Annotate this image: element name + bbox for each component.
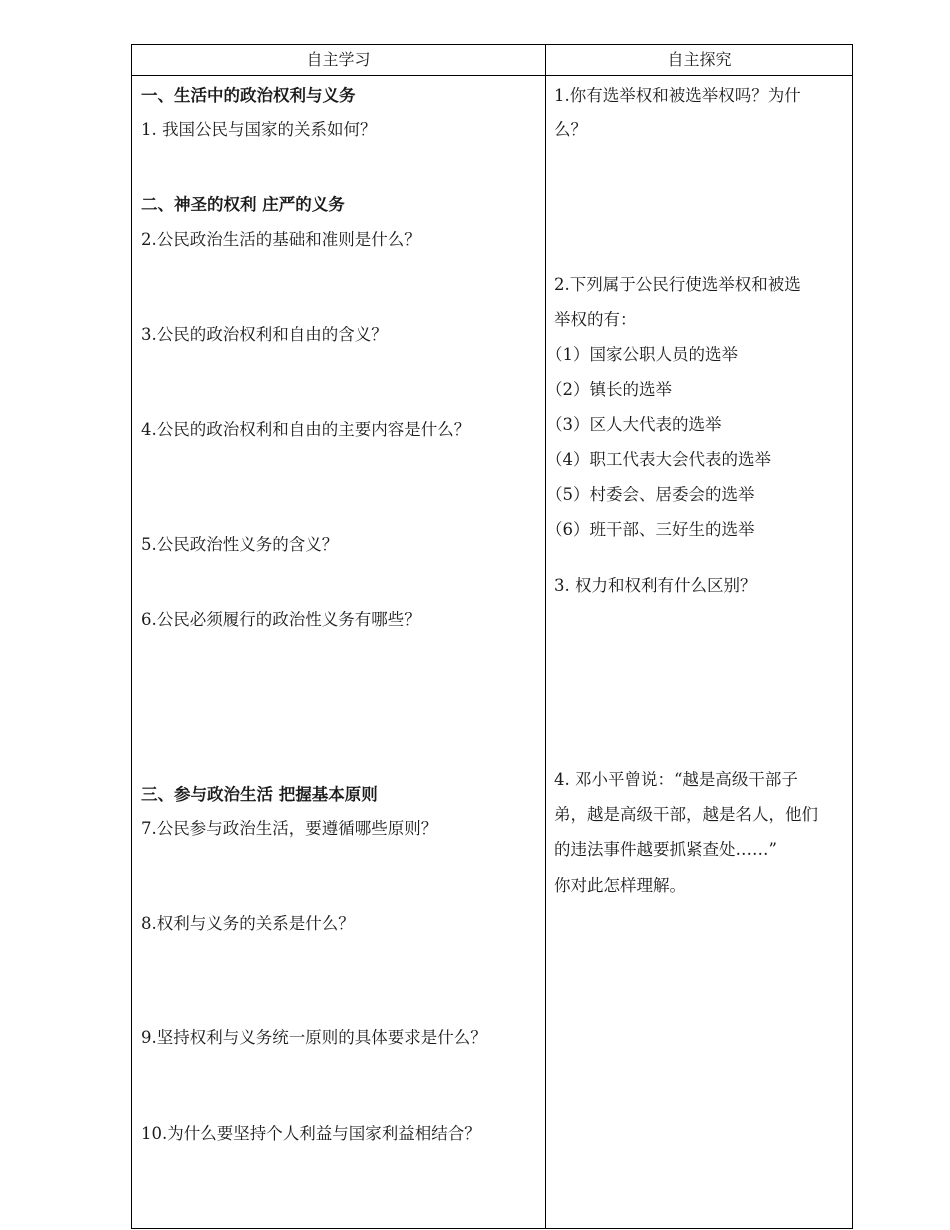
question-8: 8.权利与义务的关系是什么？	[141, 914, 355, 933]
option-2: （2）镇长的选举	[546, 380, 672, 399]
option-4: （4）职工代表大会代表的选举	[546, 450, 771, 469]
inquiry-4-line-2: 弟，越是高级干部，越是名人，他们	[554, 805, 818, 824]
section-heading-3: 三、参与政治生活 把握基本原则	[141, 785, 378, 804]
inquiry-4-line-4: 你对此怎样理解。	[554, 876, 686, 895]
header-self-study: 自主学习	[306, 50, 371, 69]
question-2: 2.公民政治生活的基础和准则是什么？	[141, 230, 421, 249]
question-6: 6.公民必须履行的政治性义务有哪些？	[141, 610, 421, 629]
question-4: 4.公民的政治权利和自由的主要内容是什么？	[141, 420, 471, 439]
inquiry-2-line-1: 2.下列属于公民行使选举权和被选	[554, 275, 801, 294]
question-7: 7.公民参与政治生活，要遵循哪些原则？	[141, 819, 438, 838]
header-divider	[132, 75, 852, 76]
question-9: 9.坚持权利与义务统一原则的具体要求是什么？	[141, 1028, 487, 1047]
option-1: （1）国家公职人员的选举	[546, 345, 738, 364]
column-divider	[545, 45, 546, 1228]
question-1: 1. 我国公民与国家的关系如何？	[141, 120, 377, 139]
option-3: （3）区人大代表的选举	[546, 415, 722, 434]
inquiry-1-line-2: 么？	[554, 120, 587, 139]
section-heading-2: 二、神圣的权利 庄严的义务	[141, 195, 345, 214]
option-6: （6）班干部、三好生的选举	[546, 520, 755, 539]
section-heading-1: 一、生活中的政治权利与义务	[141, 86, 356, 105]
question-3: 3.公民的政治权利和自由的含义？	[141, 325, 388, 344]
header-self-inquiry: 自主探究	[667, 50, 732, 69]
option-5: （5）村委会、居委会的选举	[546, 485, 755, 504]
study-table	[131, 44, 853, 1229]
inquiry-3: 3. 权力和权利有什么区别？	[554, 576, 757, 595]
question-5: 5.公民政治性义务的含义？	[141, 535, 339, 554]
inquiry-1-line-1: 1.你有选举权和被选举权吗？为什	[554, 86, 801, 105]
inquiry-2-line-2: 举权的有：	[554, 310, 637, 329]
inquiry-4-line-3: 的违法事件越要抓紧查处……”	[554, 840, 777, 859]
question-10: 10.为什么要坚持个人利益与国家利益相结合？	[141, 1124, 481, 1143]
inquiry-4-line-1: 4. 邓小平曾说：“越是高级干部子	[554, 770, 798, 789]
